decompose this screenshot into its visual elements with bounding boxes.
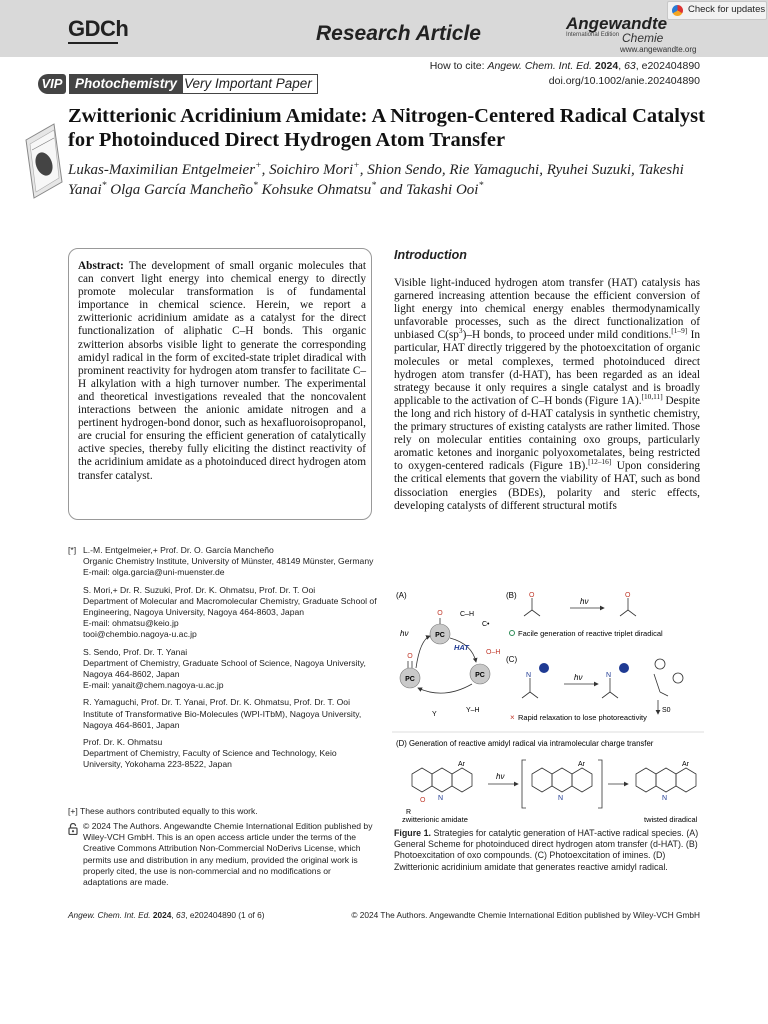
affiliation-marker: [*]	[68, 545, 77, 555]
panel-d-label: (D) Generation of reactive amidyl radical via intramolecular charge transfer	[396, 739, 654, 748]
journal-brand: Angewandte	[566, 14, 668, 33]
journal-brand-small: International Edition	[566, 32, 620, 38]
how-to-cite-page: , e202404890	[635, 60, 700, 72]
footer-volume: 63	[175, 910, 186, 920]
affiliation-email[interactable]: E-mail: olga.garcia@uni-muenster.de	[83, 567, 225, 578]
author-name[interactable]: Soichiro Mori	[269, 162, 354, 178]
intro-text-part: Despite the long and rich history of d-HAT catalysis in synthetic chemistry, the primary structures of existing catalysts are rather limited. Those rely on molecular entities containing oxo groups, particularly aromatic ketones and inorganic polyoxometalates, being restricted to oxygen-centered radicals (Figure 1B).	[394, 394, 700, 473]
introduction-paragraph	[394, 277, 700, 513]
affiliation-names: L.-M. Entgelmeier,+ Prof. Dr. O. García Mancheño	[83, 545, 274, 555]
reference-citation[interactable]: [10,11]	[641, 392, 663, 402]
nitrogen-label: N	[662, 795, 668, 802]
author-name[interactable]: Rie Yamaguchi	[449, 162, 540, 178]
author-name[interactable]: Kohsuke Ohmatsu	[261, 182, 372, 198]
section-heading-introduction: Introduction	[394, 248, 467, 262]
how-to-cite: How to cite: Angew. Chem. Int. Ed. 2024, 63, e202404890	[429, 60, 700, 72]
author-name[interactable]: Olga García Mancheño	[110, 182, 254, 198]
footer-year: 2024	[152, 910, 172, 920]
affiliation-group	[83, 737, 377, 771]
oh-label: O–H	[486, 649, 501, 656]
check-for-updates-label: Check for updates	[688, 4, 766, 15]
carbon-radical-label: C•	[482, 621, 490, 628]
vip-badge: VIP	[38, 74, 66, 94]
oxygen-label: O	[625, 592, 631, 599]
pc-label-top: PC	[435, 632, 445, 639]
license-statement: © 2024 The Authors. Angewandte Chemie International Edition published by Wiley-VCH GmbH. This is an open access article under the terms of the Creative Commons Attribution Non-Commercial NoDerivs License, which permits use and distribution in any medium, provided the original work is properly cited, the use is non-commercial and no modifications or adaptations are made.	[83, 821, 373, 888]
facile-generation-note: Facile generation of reactive triplet diradical	[518, 629, 663, 638]
footer-citation: Angew. Chem. Int. Ed. 2024, 63, e202404890 (1 of 6)	[68, 910, 265, 920]
author-name[interactable]: Takeshi Yanai	[68, 162, 684, 198]
author-mark: *	[371, 180, 377, 191]
oxygen-label: O	[437, 610, 443, 617]
intro-text-part: Upon considering the critical elements that govern the viability of HAT, such as bond dissociation energies (BDEs), polarity and steric effects, developing catalysts of different structural motifs	[394, 460, 700, 512]
affiliation-names: S. Mori,+ Dr. R. Suzuki, Prof. Dr. K. Ohmatsu, Prof. Dr. T. Ooi	[83, 584, 316, 595]
excited-state-structure	[532, 761, 592, 802]
twisted-diradical-label: twisted diradical	[644, 815, 698, 824]
oxygen-label: O	[407, 653, 413, 660]
affiliation-names: R. Yamaguchi, Prof. Dr. T. Yanai, Prof. Dr. K. Ohmatsu, Prof. Dr. T. Ooi	[83, 697, 350, 708]
check-for-updates-button[interactable]	[667, 1, 767, 20]
abstract-text: The development of small organic molecules that can convert light energy into chemical energy to directly promote molecular transformation is of fundamental importance in chemical science. Herein, we report a zwitterionic acridinium amidate as a catalyst for the direct functionalization of aliphatic C–H bonds. This organic zwitterion absorbs visible light to generate the corresponding amidyl radical in the form of excited-state triplet diradical with prominent reactivity for hydrogen atom transfer to facilitate C–H alkylation with a high turnover number. The experimental and theoretical investigations revealed that the noncovalent interactions between the anionic amidate nitrogen and a pertinent hydrogen-bond donor, such as hexafluoroisopropanol, are crucial for ensuring the efficient generation of catalytically active species, thereby fully eliciting the distinct reactivity of the acridinium amidate as a photoinduced direct hydrogen atom transfer catalyst.	[78, 260, 366, 482]
author-name[interactable]: Shion Sendo	[367, 162, 442, 178]
rapid-relaxation-note: Rapid relaxation to lose photoreactivity	[518, 713, 647, 722]
hv-label: hν	[580, 597, 589, 606]
intro-superscript: 3	[458, 326, 463, 336]
ground-state-label: S0	[662, 707, 671, 714]
affiliation-email[interactable]: E-mail: ohmatsu@keio.jp	[83, 618, 179, 629]
nitrogen-label: N	[558, 795, 564, 802]
affiliation-group	[83, 697, 377, 731]
doi-link[interactable]: doi.org/10.1002/anie.202404890	[548, 75, 700, 87]
figure-caption	[394, 828, 704, 873]
affiliation-group	[83, 545, 377, 579]
author-list: Lukas-Maximilian Entgelmeier+, Soichiro Mori+, Shion Sendo, Rie Yamaguchi, Ryuhei Suzuki, Takeshi Yanai* Olga García Mancheño* Kohsuke Ohmatsu* and Takashi Ooi*	[68, 160, 684, 198]
publisher-logo-underline	[68, 42, 118, 44]
author-name[interactable]: Ryuhei Suzuki	[546, 162, 632, 178]
oxygen-label: O	[420, 797, 426, 804]
abstract-label: Abstract:	[78, 260, 124, 272]
affiliation-group	[83, 585, 377, 641]
affiliation-address: Organic Chemistry Institute, University of Münster, 48149 Münster, Germany	[83, 556, 374, 567]
journal-url: www.angewandte.org	[620, 45, 697, 54]
aryl-label: Ar	[682, 761, 689, 768]
panel-b-label: (B)	[506, 591, 517, 600]
pc-label-right: PC	[475, 672, 485, 679]
zwitterionic-amidate-structure	[406, 761, 472, 816]
ch-label: C–H	[460, 611, 475, 618]
vip-label: Very Important Paper	[178, 74, 318, 94]
how-to-cite-year: 2024	[594, 60, 619, 72]
author-name[interactable]: Lukas-Maximilian Entgelmeier	[68, 162, 256, 178]
pc-label-left: PC	[405, 676, 415, 683]
y-label: Y	[432, 711, 437, 718]
how-to-cite-journal: Angew. Chem. Int. Ed.	[487, 60, 592, 72]
reference-citation[interactable]: [1–9]	[671, 326, 688, 336]
vip-emblem-icon	[24, 122, 64, 200]
affiliation-address: Department of Chemistry, Faculty of Science and Technology, Keio University, Yokohama 223-8522, Japan	[83, 748, 337, 770]
hv-label: hν	[496, 772, 505, 781]
r-group-label: R	[406, 809, 412, 816]
affiliation-names: Prof. Dr. K. Ohmatsu	[83, 737, 163, 748]
reference-citation[interactable]: [12–16]	[588, 457, 612, 467]
hv-label: hν	[574, 673, 583, 682]
figure-caption-text: Strategies for catalytic generation of HAT-active radical species. (A) General Scheme for photoinduced direct hydrogen atom transfer (d-HAT). (B) Photoexcitation of oxo compounds. (C) Photoexcitation of imines. (D) Zwitterionic acridinium amidate that generates reactive amidyl radical.	[394, 828, 699, 872]
author-mark: +	[255, 160, 262, 171]
footer-journal: Angew. Chem. Int. Ed.	[68, 910, 151, 920]
affiliation-email[interactable]: E-mail: yanait@chem.nagoya-u.ac.jp	[83, 680, 224, 691]
nitrogen-label: N	[526, 672, 532, 679]
hat-label: HAT	[454, 643, 469, 652]
svg-text:×: ×	[510, 713, 515, 722]
nitrogen-label: N	[606, 672, 612, 679]
equal-contribution-note: [+] These authors contributed equally to this work.	[68, 806, 258, 816]
zwitterionic-amidate-label: zwitterionic amidate	[402, 815, 468, 824]
affiliation-address: Department of Chemistry, Graduate School of Science, Nagoya University, Nagoya 464-8602, Japan	[83, 657, 366, 680]
intro-text-part: Visible light-induced hydrogen atom transfer (HAT) catalysis has garnered increasing attention because the efficient conversion of light energy into chemical energy enables thermodynamically unfavorable processes, such as the direct functionalization of unbiased C(sp	[394, 277, 700, 342]
crossmark-icon	[672, 5, 683, 16]
footer-page: , e202404890 (1 of 6)	[185, 910, 265, 920]
topic-label: Photochemistry	[69, 74, 183, 94]
abstract	[78, 260, 366, 483]
intro-text-part: )–H bonds, to proceed under mild conditions.	[462, 329, 672, 342]
footer-copyright: © 2024 The Authors. Angewandte Chemie International Edition published by Wiley-VCH GmbH	[351, 910, 700, 920]
open-access-lock-icon	[68, 823, 78, 835]
affiliation-group	[83, 647, 377, 692]
affiliation-email[interactable]: tooi@chembio.nagoya-u.ac.jp	[83, 629, 197, 640]
affiliation-names: S. Sendo, Prof. Dr. T. Yanai	[83, 646, 188, 657]
author-mark: *	[478, 180, 484, 191]
aryl-label: Ar	[458, 761, 465, 768]
hv-label: hν	[400, 629, 409, 638]
yh-label: Y–H	[466, 707, 480, 714]
publisher-logo: GDCh	[68, 16, 129, 41]
affiliations	[83, 545, 377, 777]
affiliation-address: Department of Molecular and Macromolecular Chemistry, Graduate School of Engineering, Nagoya University, Nagoya 464-8603, Japan	[83, 595, 377, 618]
journal-brand-sub: Chemie	[622, 31, 664, 45]
article-title: Zwitterionic Acridinium Amidate: A Nitrogen-Centered Radical Catalyst for Photoinduced Direct Hydrogen Atom Transfer	[68, 105, 705, 151]
panel-a-label: (A)	[396, 591, 407, 600]
oxygen-label: O	[529, 592, 535, 599]
how-to-cite-volume: 63	[624, 60, 636, 72]
author-mark: *	[101, 180, 107, 191]
twisted-diradical-structure	[636, 761, 696, 802]
author-mark: +	[353, 160, 360, 171]
affiliation-address: Institute of Transformative Bio-Molecules (WPI-ITbM), Nagoya University, Nagoya 464-8601, Japan	[83, 708, 362, 730]
author-name[interactable]: Takashi Ooi	[406, 182, 479, 198]
author-mark: *	[253, 180, 258, 191]
figure-caption-label: Figure 1.	[394, 828, 431, 838]
how-to-cite-prefix: How to cite:	[429, 60, 488, 72]
nitrogen-label: N	[438, 795, 444, 802]
intro-text-part: In particular, HAT directly triggered by the photoexcitation of organic molecules or metal complexes, termed photoinduced direct hydrogen atom transfer (d-HAT), has been regarded as an ideal strategy because it only requires a single catalyst and is broadly applicable to the activation of C–H bonds (Figure 1A).	[394, 329, 700, 407]
figure-1-scheme	[392, 588, 704, 826]
article-type: Research Article	[316, 22, 481, 45]
aryl-label: Ar	[578, 761, 585, 768]
panel-c-label: (C)	[506, 655, 518, 664]
